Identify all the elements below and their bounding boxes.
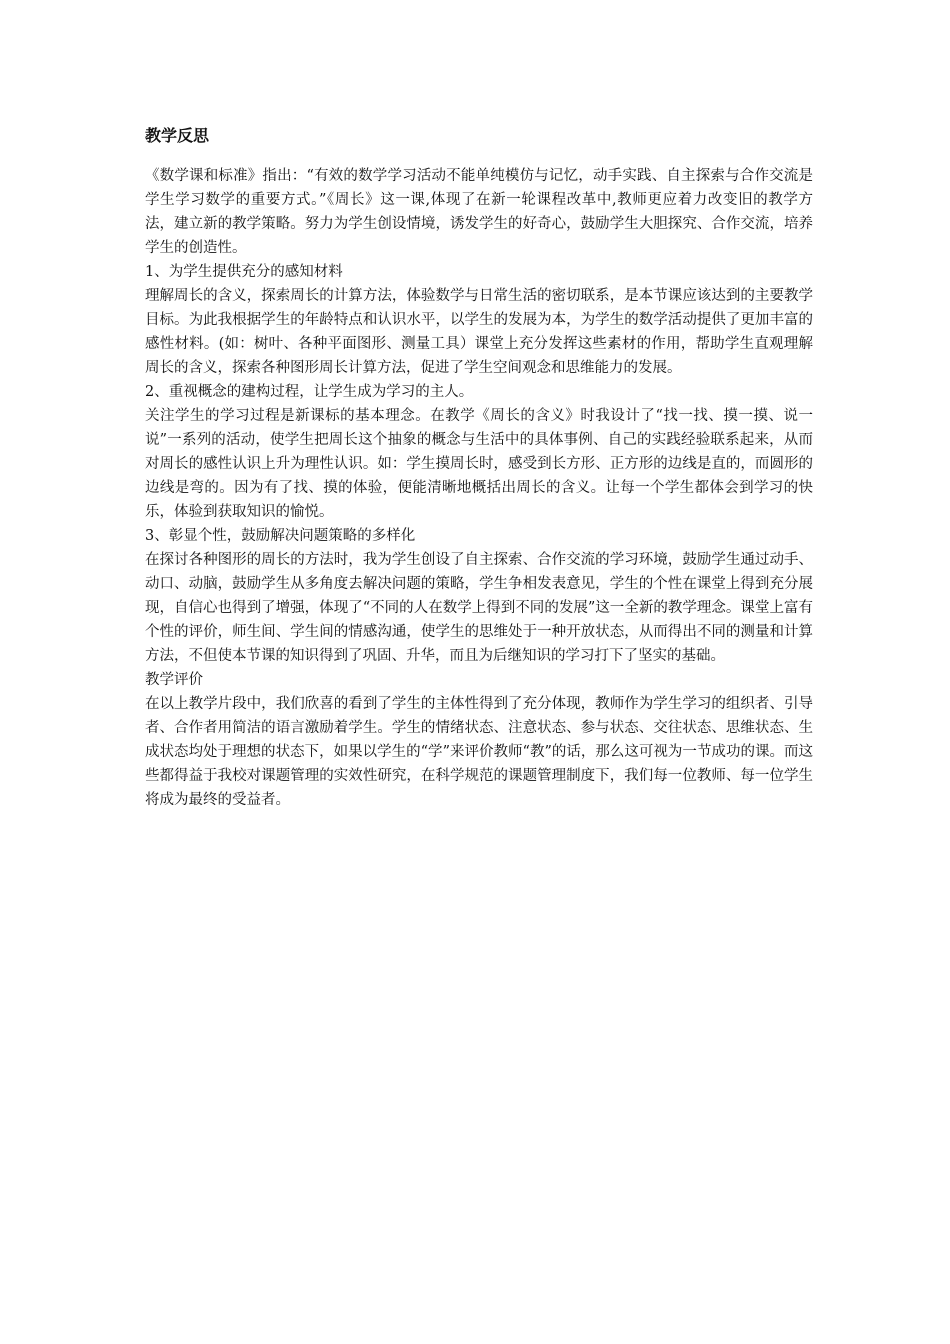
evaluation-heading: 教学评价 bbox=[145, 672, 203, 688]
evaluation-paragraph: 在以上教学片段中，我们欣喜的看到了学生的主体性得到了充分体现，教师作为学生学习的组织者、引导者、合作者用简洁的语言激励着学生。学生的情绪状态、注意状态、参与状态、交往状态、思维状态、生成状态均处于理想的状态下，如果以学生的“学”来评价教师“教”的话，那么这可视为一节成功的课。而这些都得益于我校对课题管理的实效性研究，在科学规范的课题管理制度下，我们每一位教师、每一位学生将成为最终的受益者。 bbox=[145, 696, 813, 808]
document-title: 教学反思 bbox=[145, 126, 210, 145]
section-heading-3: 3、彰显个性，鼓励解决问题策略的多样化 bbox=[145, 528, 416, 544]
section-paragraph-2: 关注学生的学习过程是新课标的基本理念。在教学《周长的含义》时我设计了“找一找、摸一摸、说一说”一系列的活动，使学生把周长这个抽象的概念与生活中的具体事例、自己的实践经验联系起来，从而对周长的感性认识上升为理性认识。如：学生摸周长时，感受到长方形、正方形的边线是直的，而圆形的边线是弯的。因为有了找、摸的体验，便能清晰地概括出周长的含义。让每一个学生都体会到学习的快乐，体验到获取知识的愉悦。 bbox=[145, 408, 813, 520]
section-heading-2: 2、重视概念的建构过程，让学生成为学习的主人。 bbox=[145, 384, 474, 400]
section-paragraph-3: 在探讨各种图形的周长的方法时，我为学生创设了自主探索、合作交流的学习环境，鼓励学生通过动手、动口、动脑，鼓励学生从多角度去解决问题的策略，学生争相发表意见，学生的个性在课堂上得到充分展现，自信心也得到了增强，体现了“不同的人在数学上得到不同的发展”这一全新的教学理念。课堂上富有个性的评价，师生间、学生间的情感沟通，使学生的思维处于一种开放状态，从而得出不同的测量和计算方法，不但使本节课的知识得到了巩固、升华，而且为后继知识的学习打下了坚实的基础。 bbox=[145, 552, 813, 664]
intro-paragraph: 《数学课和标准》指出：“有效的数学学习活动不能单纯模仿与记忆，动手实践、自主探索与合作交流是学生学习数学的重要方式。”《周长》这一课,体现了在新一轮课程改革中,教师更应着力改变旧的教学方法，建立新的教学策略。努力为学生创设情境，诱发学生的好奇心，鼓励学生大胆探究、合作交流，培养学生的创造性。 bbox=[145, 168, 813, 256]
section-heading-1: 1、为学生提供充分的感知材料 bbox=[145, 264, 343, 280]
section-paragraph-1: 理解周长的含义，探索周长的计算方法，体验数学与日常生活的密切联系，是本节课应该达到的主要教学目标。为此我根据学生的年龄特点和认识水平，以学生的发展为本，为学生的数学活动提供了更加丰富的感性材料。(如：树叶、各种平面图形、测量工具）课堂上充分发挥这些素材的作用，帮助学生直观理解周长的含义，探索各种图形周长计算方法，促进了学生空间观念和思维能力的发展。 bbox=[145, 288, 813, 376]
document-body bbox=[145, 124, 813, 812]
